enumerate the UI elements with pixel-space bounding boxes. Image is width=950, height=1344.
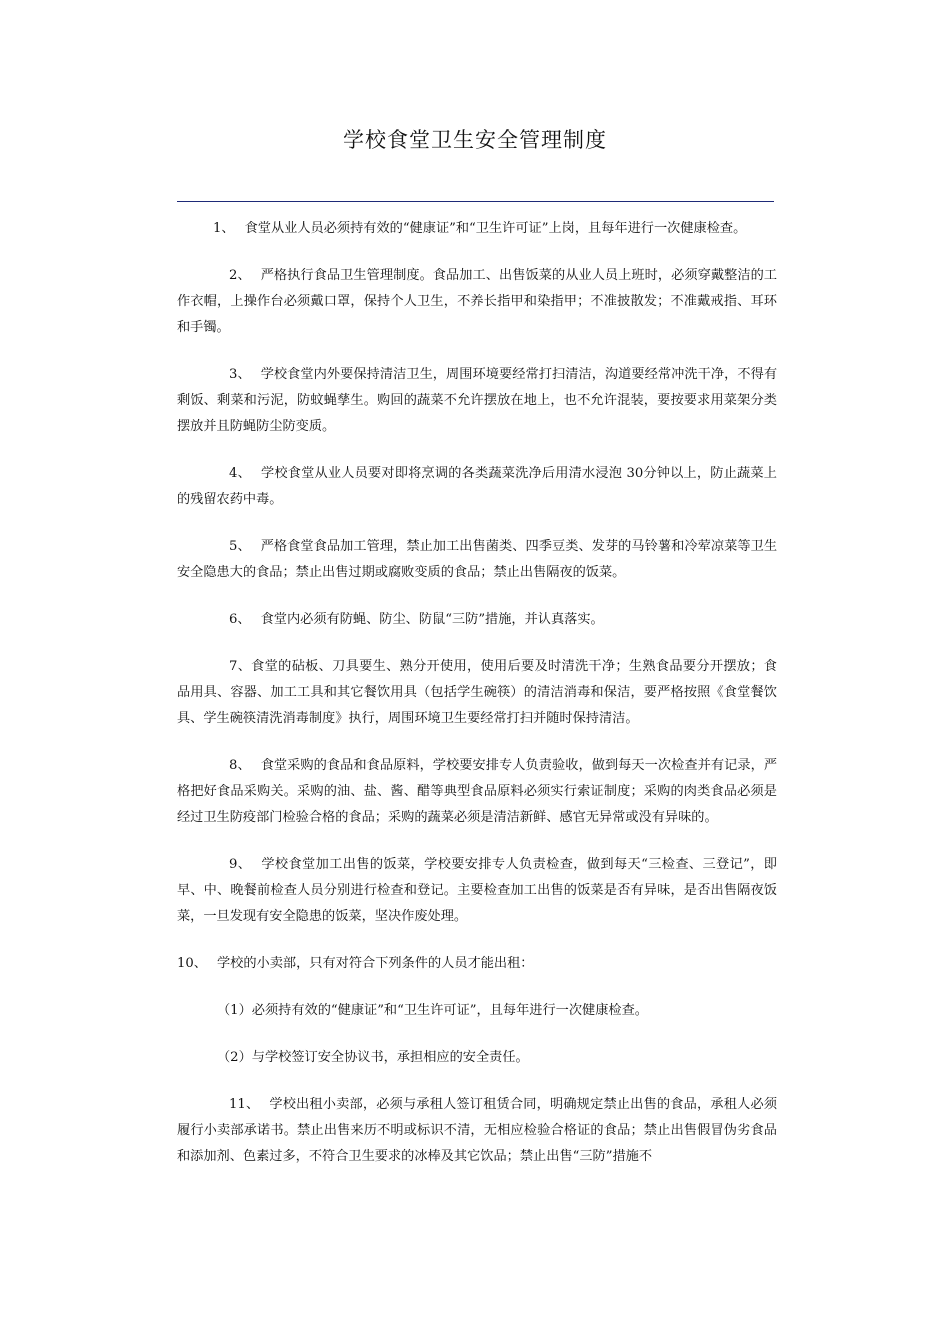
- paragraph-text: 学校食堂内外要保持清洁卫生，周围环境要经常打扫清洁，沟道要经常冲洗干净，不得有剩饭、剩菜和污泥，防蚊蝇孳生。购回的蔬菜不允许摆放在地上，也不允许混装，要按要求用菜架分类摆放并且防蝇防尘防变质。: [177, 367, 778, 434]
- paragraph-text: 7、食堂的砧板、刀具要生、熟分开使用，使用后要及时清洗干净；生熟食品要分开摆放；食品用具、容器、加工工具和其它餐饮用具（包括学生碗筷）的清洁消毒和保洁，要严格按照《食堂餐饮具、学生碗筷清洗消毒制度》执行，周围环境卫生要经常打扫并随时保持清洁。: [177, 659, 777, 726]
- sub-item-1: [177, 998, 777, 1024]
- sub-item-2: [177, 1045, 777, 1071]
- sub-item-text: （1）必须持有效的“健康证”和“卫生许可证”，且每年进行一次健康检查。: [217, 1003, 648, 1018]
- paragraph-text: 食堂采购的食品和食品原料，学校要安排专人负责验收，做到每天一次检查并有记录，严格把好食品采购关。采购的油、盐、酱、醋等典型食品原料必须实行索证制度；采购的肉类食品必须是经过卫生防疫部门检验合格的食品；采购的蔬菜必须是清洁新鲜、感官无异常或没有异味的。: [177, 758, 778, 825]
- paragraph-10: [177, 951, 777, 977]
- paragraph-9: [177, 852, 777, 930]
- paragraph-number: 8、: [229, 758, 251, 773]
- paragraph-number: 11、: [229, 1097, 260, 1112]
- paragraph-2: [177, 263, 777, 341]
- paragraph-7: [177, 654, 777, 732]
- paragraph-number: 1、: [213, 221, 235, 236]
- paragraph-6: [177, 607, 777, 633]
- sub-item-text: （2）与学校签订安全协议书，承担相应的安全责任。: [217, 1050, 529, 1065]
- paragraph-text: 食堂从业人员必须持有效的“健康证”和“卫生许可证”上岗，且每年进行一次健康检查。: [244, 221, 747, 236]
- title-divider: [177, 201, 774, 202]
- paragraph-number: 9、: [229, 857, 252, 872]
- paragraph-number: 3、: [229, 367, 251, 382]
- paragraph-text: 严格食堂食品加工管理，禁止加工出售菌类、四季豆类、发芽的马铃薯和冷荤凉菜等卫生安全隐患大的食品；禁止出售过期或腐败变质的食品；禁止出售隔夜的饭菜。: [177, 539, 778, 580]
- paragraph-number: 2、: [229, 268, 251, 283]
- paragraph-text: 学校食堂从业人员要对即将烹调的各类蔬菜洗净后用清水浸泡 30分钟以上，防止蔬菜上的残留农药中毒。: [177, 466, 777, 507]
- paragraph-number: 5、: [229, 539, 251, 554]
- paragraph-1: [177, 216, 777, 242]
- paragraph-4: [177, 461, 777, 513]
- paragraph-number: 10、: [177, 956, 207, 971]
- paragraph-number: 4、: [229, 466, 251, 481]
- paragraph-text: 学校的小卖部，只有对符合下列条件的人员才能出租：: [216, 956, 534, 971]
- paragraph-number: 6、: [229, 612, 251, 627]
- document-body: [177, 216, 777, 1191]
- paragraph-5: [177, 534, 777, 586]
- paragraph-3: [177, 362, 777, 440]
- paragraph-text: 严格执行食品卫生管理制度。食品加工、出售饭菜的从业人员上班时，必须穿戴整洁的工作衣帽，上操作台必须戴口罩，保持个人卫生，不养长指甲和染指甲；不准披散发；不准戴戒指、耳环和手镯。: [177, 268, 778, 335]
- paragraph-8: [177, 753, 777, 831]
- document-title: 学校食堂卫生安全管理制度: [343, 128, 607, 152]
- paragraph-11: [177, 1092, 777, 1170]
- paragraph-text: 食堂内必须有防蝇、防尘、防鼠“三防”措施，并认真落实。: [260, 612, 604, 627]
- paragraph-text: 学校出租小卖部，必须与承租人签订租赁合同，明确规定禁止出售的食品，承租人必须履行小卖部承诺书。禁止出售来历不明或标识不清，无相应检验合格证的食品；禁止出售假冒伪劣食品和添加剂、色素过多，不符合卫生要求的冰棒及其它饮品；禁止出售“三防”措施不: [177, 1097, 778, 1164]
- paragraph-text: 学校食堂加工出售的饭菜，学校要安排专人负责检查，做到每天“三检查、三登记”，即早、中、晚餐前检查人员分别进行检查和登记。主要检查加工出售的饭菜是否有异味，是否出售隔夜饭菜，一旦发现有安全隐患的饭菜，坚决作废处理。: [177, 857, 777, 924]
